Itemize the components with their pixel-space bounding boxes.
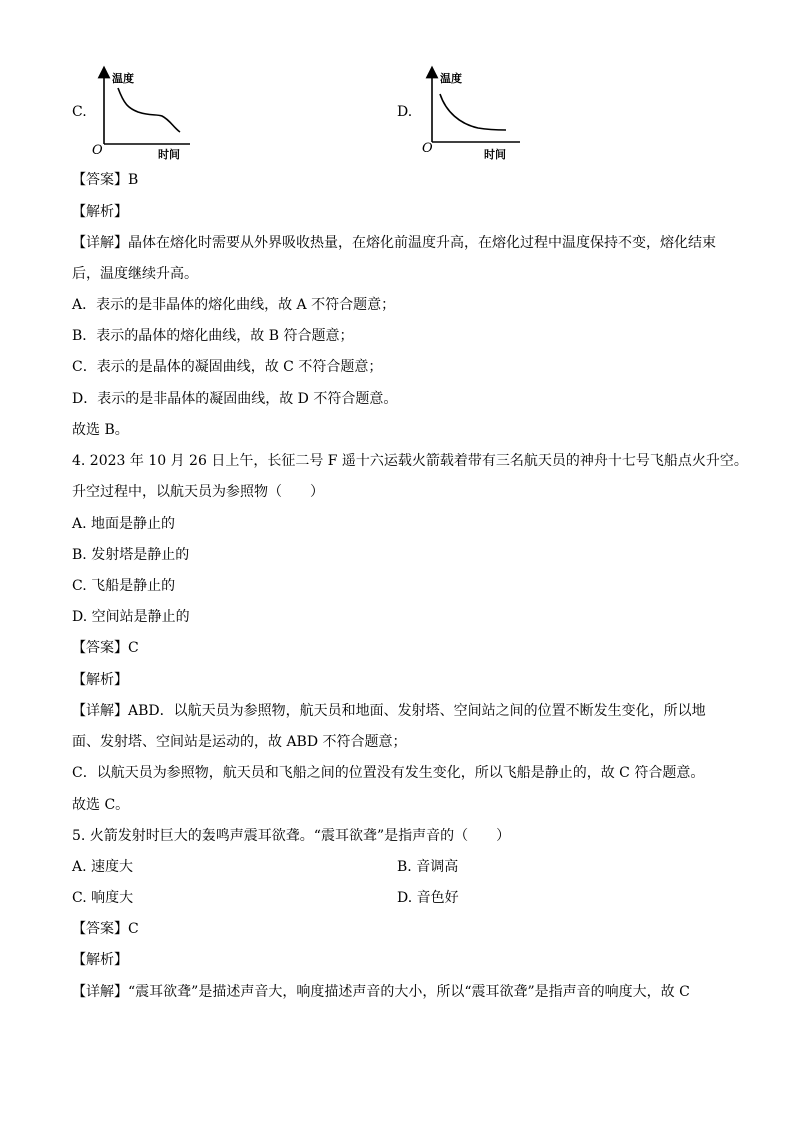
x-axis-label: 时间 [484,148,506,161]
q3-answer: 【答案】B [72,172,139,188]
q3-detail-line-2: 后，温度继续升高。 [72,266,198,282]
y-axis-label: 温度 [440,72,462,85]
option-d-graph [420,68,530,164]
q3-explain-b: B．表示的晶体的熔化曲线，故 B 符合题意； [72,328,354,344]
origin-label: O [422,141,433,156]
q4-answer: 【答案】C [72,640,139,656]
q4-option-a: A. 地面是静止的 [72,516,176,532]
q4-detail-line-2: 面、发射塔、空间站是运动的，故 ABD 不符合题意； [72,734,407,750]
q5-analysis-heading: 【解析】 [72,952,128,968]
q5-option-a: A. 速度大 [72,859,134,875]
temperature-curve [118,88,180,132]
q5-option-c: C. 响度大 [72,890,134,906]
q5-option-b: B. 音调高 [397,859,459,875]
q5-stem: 5. 火箭发射时巨大的轰鸣声震耳欲聋。“震耳欲聋”是指声音的（ ） [72,828,511,844]
origin-label: O [92,143,103,158]
option-d-label: D. [397,104,413,120]
q4-analysis-heading: 【解析】 [72,672,128,688]
q5-answer: 【答案】C [72,921,139,937]
q4-option-c: C. 飞船是静止的 [72,578,176,594]
q4-detail-line-3: C．以航天员为参照物，航天员和飞船之间的位置没有发生变化，所以飞船是静止的，故 C 符合题意。 [72,765,705,781]
q4-option-d: D. 空间站是静止的 [72,609,190,625]
q3-choose: 故选 B。 [72,422,129,438]
option-c-graph [90,68,200,164]
option-c-label: C. [72,104,87,120]
q3-analysis-heading: 【解析】 [72,204,128,220]
q4-stem-line-1: 4. 2023 年 10 月 26 日上午，长征二号 F 遥十六运载火箭载着带有三名航天员的神舟十七号飞船点火升空。 [72,453,748,469]
q3-explain-c: C．表示的是晶体的凝固曲线，故 C 不符合题意； [72,359,383,375]
q5-option-d: D. 音色好 [397,890,459,906]
q4-stem-line-2: 升空过程中，以航天员为参照物（ ） [72,484,324,500]
q4-option-b: B. 发射塔是静止的 [72,547,190,563]
q3-detail-line-1: 【详解】晶体在熔化时需要从外界吸收热量，在熔化前温度升高，在熔化过程中温度保持不变，熔化结束 [72,235,716,251]
q3-explain-d: D．表示的是非晶体的凝固曲线，故 D 不符合题意。 [72,391,398,407]
q4-choose: 故选 C。 [72,797,130,813]
q5-detail-line-1: 【详解】“震耳欲聋”是描述声音大，响度描述声音的大小，所以“震耳欲聋”是指声音的响度大，故 C [72,984,690,1000]
y-axis-label: 温度 [112,72,134,85]
q4-detail-line-1: 【详解】ABD．以航天员为参照物，航天员和地面、发射塔、空间站之间的位置不断发生变化，所以地 [72,703,706,719]
temperature-curve [440,94,506,130]
q3-explain-a: A．表示的是非晶体的熔化曲线，故 A 不符合题意； [72,297,396,313]
x-axis-label: 时间 [158,148,180,161]
